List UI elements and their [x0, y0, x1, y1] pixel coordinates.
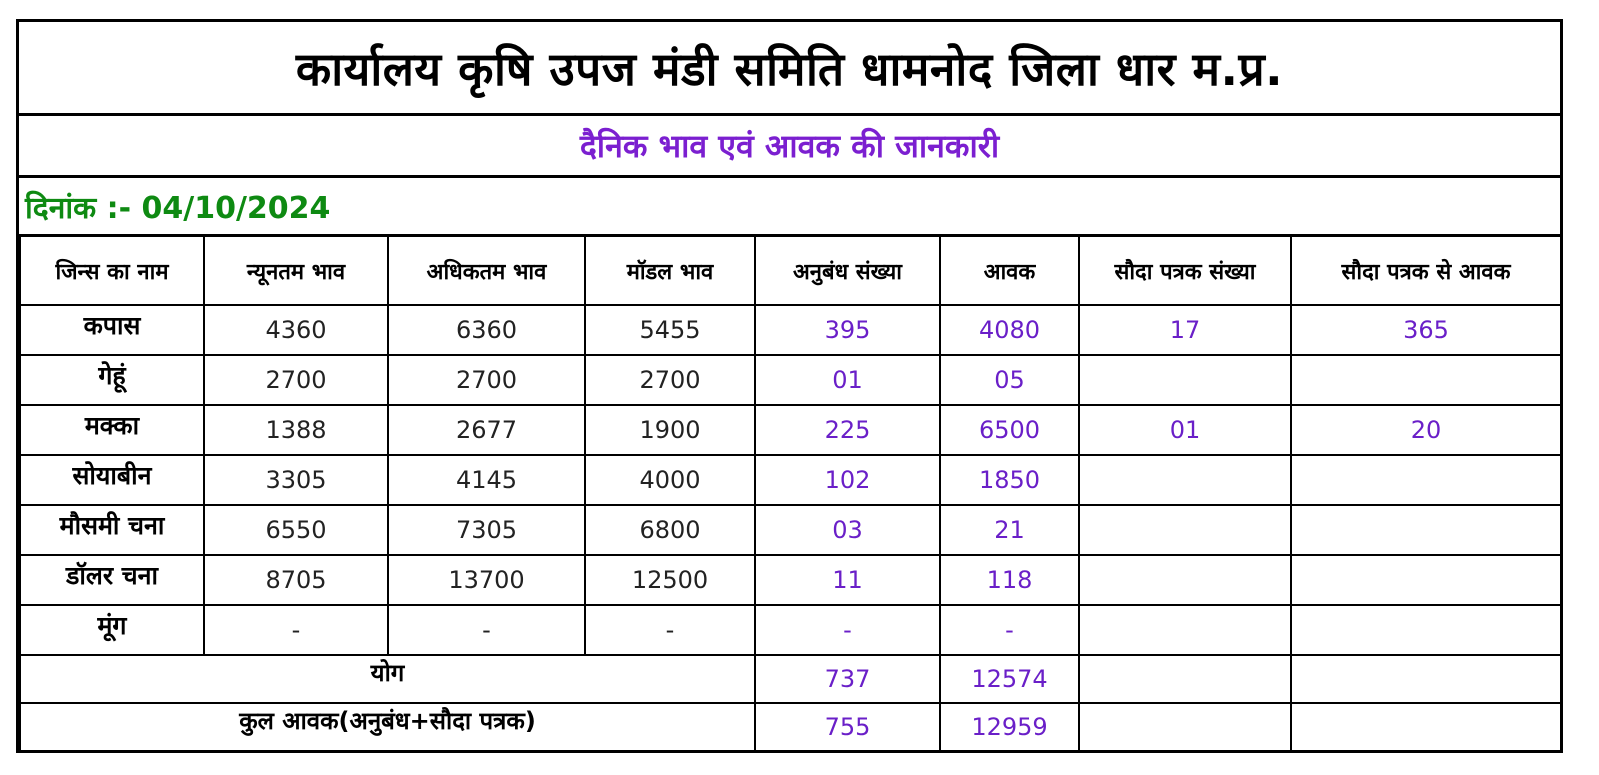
arrival-cell: -: [940, 605, 1079, 655]
empty-cell: [1079, 655, 1291, 703]
min-price-cell: 1388: [204, 405, 388, 455]
min-price-cell: -: [204, 605, 388, 655]
min-price-cell: 6550: [204, 505, 388, 555]
deal-arrival-cell: [1291, 555, 1561, 605]
deal-arrival-cell: [1291, 455, 1561, 505]
page-subtitle: दैनिक भाव एवं आवक की जानकारी: [19, 116, 1560, 178]
commodity-name: डॉलर चना: [20, 555, 204, 605]
model-price-cell: 6800: [585, 505, 755, 555]
deal-count-cell: [1079, 555, 1291, 605]
deal-arrival-cell: 365: [1291, 305, 1561, 355]
column-header-contract-count: अनुबंध संख्या: [755, 236, 940, 306]
max-price-cell: 7305: [388, 505, 585, 555]
deal-arrival-cell: [1291, 505, 1561, 555]
report-frame: [16, 19, 1563, 753]
commodity-name: मौसमी चना: [20, 505, 204, 555]
max-price-cell: 2700: [388, 355, 585, 405]
min-price-cell: 8705: [204, 555, 388, 605]
commodity-name: मक्का: [20, 405, 204, 455]
contract-count-cell: 01: [755, 355, 940, 405]
arrival-cell: 4080: [940, 305, 1079, 355]
commodity-name: सोयाबीन: [20, 455, 204, 505]
table-row: [20, 505, 1561, 555]
model-price-cell: 2700: [585, 355, 755, 405]
max-price-cell: 13700: [388, 555, 585, 605]
grand-total-label: कुल आवक(अनुबंध+सौदा पत्रक): [20, 703, 755, 751]
total-label: योग: [20, 655, 755, 703]
table-row: [20, 455, 1561, 505]
min-price-cell: 3305: [204, 455, 388, 505]
total-arrival-cell: 12574: [940, 655, 1079, 703]
deal-count-cell: [1079, 455, 1291, 505]
deal-count-cell: [1079, 355, 1291, 405]
arrival-cell: 6500: [940, 405, 1079, 455]
grand-total-contracts-cell: 755: [755, 703, 940, 751]
column-header-max-price: अधिकतम भाव: [388, 236, 585, 306]
table-row: [20, 405, 1561, 455]
model-price-cell: 5455: [585, 305, 755, 355]
arrival-cell: 118: [940, 555, 1079, 605]
contract-count-cell: -: [755, 605, 940, 655]
table-header-row: [20, 236, 1561, 306]
table-row: [20, 305, 1561, 355]
model-price-cell: 12500: [585, 555, 755, 605]
contract-count-cell: 03: [755, 505, 940, 555]
contract-count-cell: 225: [755, 405, 940, 455]
column-header-deal-arrival: सौदा पत्रक से आवक: [1291, 236, 1561, 306]
arrival-cell: 05: [940, 355, 1079, 405]
max-price-cell: 2677: [388, 405, 585, 455]
column-header-min-price: न्यूनतम भाव: [204, 236, 388, 306]
arrival-cell: 21: [940, 505, 1079, 555]
price-arrival-table: [19, 234, 1562, 752]
deal-count-cell: 17: [1079, 305, 1291, 355]
commodity-name: कपास: [20, 305, 204, 355]
column-header-deal-count: सौदा पत्रक संख्या: [1079, 236, 1291, 306]
max-price-cell: 6360: [388, 305, 585, 355]
total-contracts-cell: 737: [755, 655, 940, 703]
deal-count-cell: [1079, 505, 1291, 555]
commodity-name: गेहूं: [20, 355, 204, 405]
deal-arrival-cell: [1291, 355, 1561, 405]
table-row: [20, 555, 1561, 605]
deal-count-cell: [1079, 605, 1291, 655]
contract-count-cell: 11: [755, 555, 940, 605]
model-price-cell: -: [585, 605, 755, 655]
deal-arrival-cell: [1291, 605, 1561, 655]
report-date: दिनांक :- 04/10/2024: [25, 190, 331, 226]
max-price-cell: 4145: [388, 455, 585, 505]
deal-arrival-cell: 20: [1291, 405, 1561, 455]
model-price-cell: 4000: [585, 455, 755, 505]
min-price-cell: 2700: [204, 355, 388, 405]
column-header-commodity: जिन्स का नाम: [20, 236, 204, 306]
total-row: [20, 655, 1561, 703]
page-title: कार्यालय कृषि उपज मंडी समिति धामनोद जिला धार म.प्र.: [19, 22, 1560, 116]
contract-count-cell: 395: [755, 305, 940, 355]
deal-count-cell: 01: [1079, 405, 1291, 455]
grand-total-arrival-cell: 12959: [940, 703, 1079, 751]
min-price-cell: 4360: [204, 305, 388, 355]
empty-cell: [1291, 703, 1561, 751]
column-header-model-price: मॉडल भाव: [585, 236, 755, 306]
empty-cell: [1079, 703, 1291, 751]
grand-total-row: [20, 703, 1561, 751]
max-price-cell: -: [388, 605, 585, 655]
table-row: [20, 355, 1561, 405]
empty-cell: [1291, 655, 1561, 703]
column-header-arrival: आवक: [940, 236, 1079, 306]
model-price-cell: 1900: [585, 405, 755, 455]
commodity-name: मूंग: [20, 605, 204, 655]
arrival-cell: 1850: [940, 455, 1079, 505]
contract-count-cell: 102: [755, 455, 940, 505]
table-row: [20, 605, 1561, 655]
